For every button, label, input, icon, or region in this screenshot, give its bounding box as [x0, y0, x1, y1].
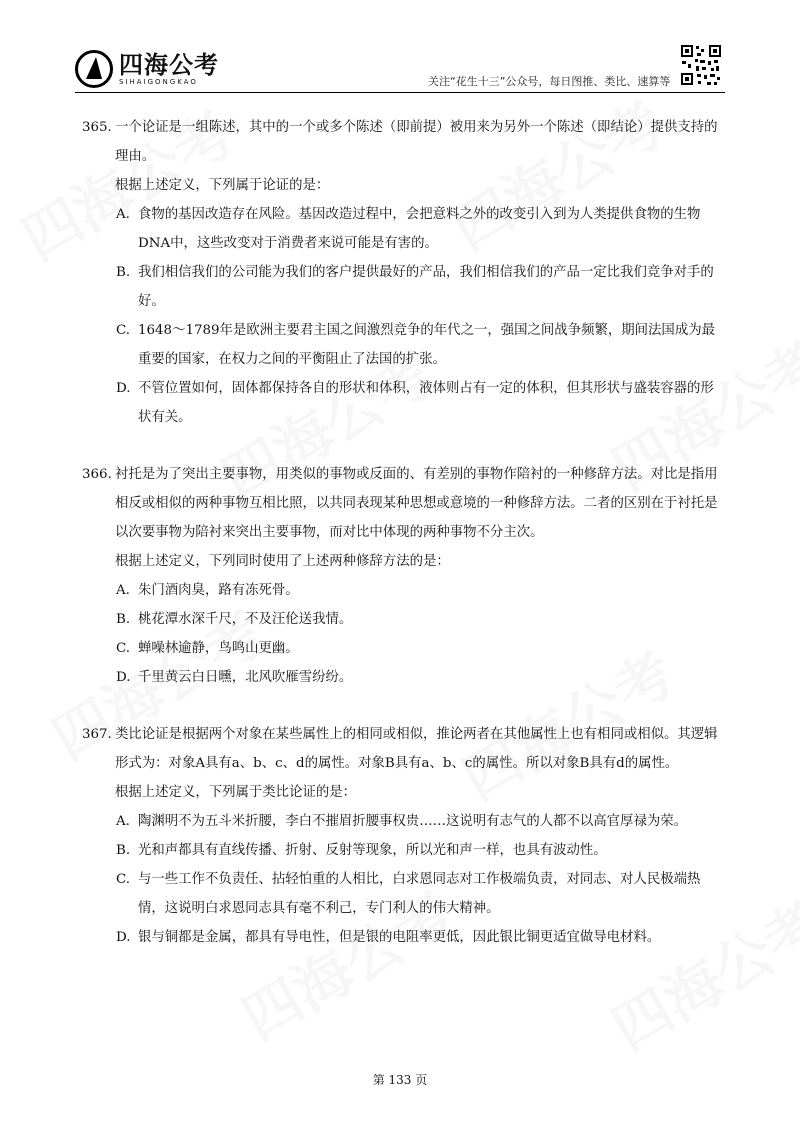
qr-code-icon: [680, 44, 722, 86]
question-list: [82, 113, 727, 980]
option-d: D. 不管位置如何，固体都保持各自的形状和体积，液体则占有一定的体积，但其形状与盛装容器的形状有关。: [116, 381, 714, 425]
header-divider: [75, 92, 725, 93]
option-c: C. 蝉噪林逾静，鸟鸣山更幽。: [116, 641, 299, 656]
question-number: 367.: [82, 727, 112, 742]
option-a: A. 食物的基因改造存在风险。基因改造过程中，会把意料之外的改变引入到为人类提供食物的生物DNA中，这些改变对于消费者来说可能是有害的。: [116, 207, 701, 251]
brand-logo: [75, 50, 219, 88]
page-header: [0, 0, 800, 100]
question-367: [82, 720, 727, 952]
question-stem: 366. 衬托是为了突出主要事物，用类似的事物或反面的、有差别的事物作陪衬的一种修辞方法。对比是指用相反或相似的两种事物互相比照，以共同表现某种思想或意境的一种修辞方法。二者的区别在于衬托是以次要事物为陪衬来突出主要事物，而对比中体现的两种事物不分主次。: [82, 460, 727, 547]
question-prompt: 根据上述定义，下列同时使用了上述两种修辞方法的是：: [115, 554, 450, 569]
option-c: C. 与一些工作不负责任、拈轻怕重的人相比，白求恩同志对工作极端负责，对同志、对人民极端热情，这说明白求恩同志具有毫不利己，专门利人的伟大精神。: [116, 872, 701, 916]
option-b: B. 光和声都具有直线传播、折射、反射等现象，所以光和声一样，也具有波动性。: [116, 843, 607, 858]
question-366: [82, 460, 727, 692]
question-stem: 367. 类比论证是根据两个对象在某些属性上的相同或相似，推论两者在其他属性上也有相同或相似。其逻辑形式为：对象A具有a、b、c、d的属性。对象B具有a、b、c的属性。所以对象B具有d的属性。: [82, 720, 727, 778]
option-a: A. 朱门酒肉臭，路有冻死骨。: [116, 583, 299, 598]
option-d: D. 千里黄云白日曛，北风吹雁雪纷纷。: [116, 670, 353, 685]
option-b: B. 桃花潭水深千尺，不及汪伦送我情。: [116, 612, 353, 627]
logo-subtitle: SIHAIGONGKAO: [119, 78, 198, 86]
header-promo-note: 关注“花生十三”公众号，每日图推、类比、速算等: [428, 75, 671, 88]
question-number: 365.: [82, 120, 112, 135]
question-prompt: 根据上述定义，下列属于论证的是：: [115, 178, 330, 193]
option-d: D. 银与铜都是金属，都具有导电性，但是银的电阻率更低，因此银比铜更适宜做导电材料。: [116, 930, 661, 945]
question-prompt: 根据上述定义，下列属于类比论证的是：: [115, 785, 357, 800]
page-number: 第 133 页: [372, 1073, 428, 1087]
sail-logo-icon: [75, 50, 113, 88]
option-a: A. 陶渊明不为五斗米折腰，李白不摧眉折腰事权贵……这说明有志气的人都不以高官厚禄为荣。: [116, 814, 688, 829]
logo-name: 四海公考: [119, 51, 219, 79]
question-number: 366.: [82, 467, 112, 482]
question-stem: 365. 一个论证是一组陈述，其中的一个或多个陈述（即前提）被用来为另外一个陈述（即结论）提供支持的理由。: [82, 113, 727, 171]
option-b: B. 我们相信我们的公司能为我们的客户提供最好的产品，我们相信我们的产品一定比我们竞争对手的好。: [116, 265, 714, 309]
question-365: [82, 113, 727, 432]
option-c: C. 1648～1789年是欧洲主要君主国之间激烈竞争的年代之一，强国之间战争频繁，期间法国成为最重要的国家，在权力之间的平衡阻止了法国的扩张。: [116, 323, 715, 367]
